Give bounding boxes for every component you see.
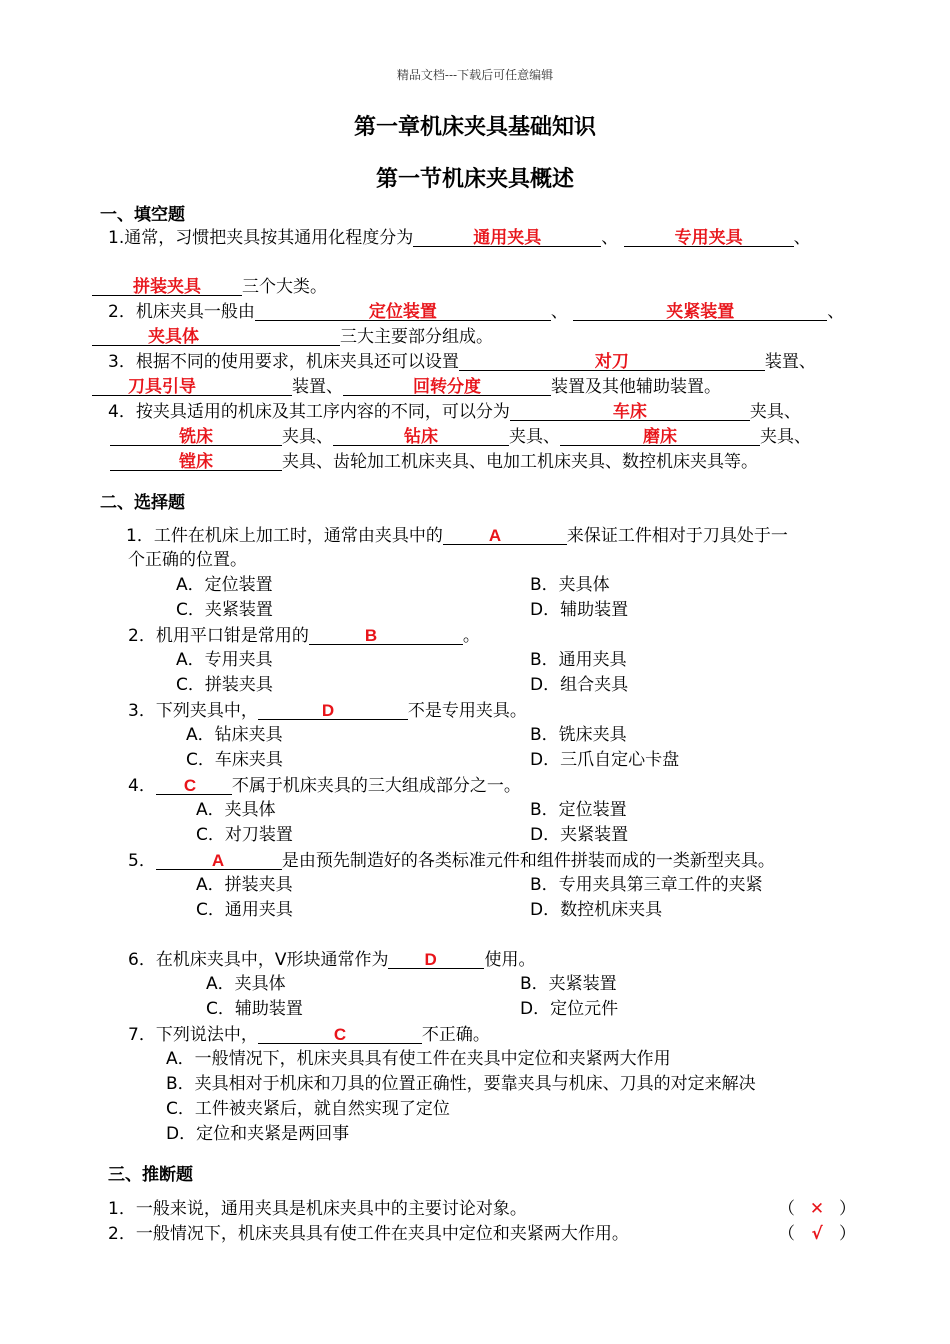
choice-q3-option-d: D．三爪自定心卡盘 (530, 750, 680, 770)
choice-q4-option-d: D．夹紧装置 (530, 825, 629, 845)
check-mark-icon: √ (811, 1224, 823, 1244)
choice-q5-option-b: B．专用夹具第三章工件的夹紧 (530, 875, 763, 895)
fill-q3-answer3: 回转分度 (413, 377, 481, 396)
bracket-open: （ (778, 1224, 795, 1244)
fill-q4-text2: 夹具、 (749, 402, 801, 422)
choice-q2-option-b: B．通用夹具 (530, 650, 627, 670)
choice-q3-text: 3．下列夹具中， (128, 701, 258, 721)
choice-q1-line1 (126, 523, 788, 549)
choice-heading: 二、选择题 (100, 493, 185, 513)
choice-q7-tail: 不正确。 (421, 1025, 490, 1045)
fill-q3-answer2: 刀具引导 (128, 377, 196, 396)
fill-q4-answer2: 铣床 (179, 427, 213, 446)
choice-q5-tail: 是由预先制造好的各类标准元件和组件拼装而成的一类新型夹具。 (281, 851, 775, 871)
fill-q2-tail: 三大主要部分组成。 (340, 327, 493, 347)
separator: 、 (793, 228, 811, 248)
bracket-open: （ (778, 1199, 795, 1219)
choice-q4 (128, 773, 521, 799)
fill-q2-text: 2．机床夹具一般由 (108, 302, 255, 322)
choice-q7-blank (258, 1022, 422, 1044)
choice-q6-blank (388, 947, 484, 969)
separator: 、 (601, 228, 619, 248)
choice-q5-blank (156, 848, 282, 870)
choice-q4-option-c: C．对刀装置 (196, 825, 293, 845)
fill-q1-blank3 (92, 274, 242, 296)
fill-q1-tail: 三个大类。 (242, 277, 327, 297)
choice-q4-text: 4． (128, 776, 156, 796)
fill-q3-blank3 (343, 374, 551, 396)
fill-q4-text3: 夹具、 (282, 427, 333, 447)
judge-heading: 三、推断题 (108, 1165, 193, 1185)
choice-q1-text: 1．工件在机床上加工时，通常由夹具中的 (126, 526, 443, 546)
fill-q1-answer3: 拼装夹具 (133, 277, 201, 296)
fill-q2-answer2: 夹紧装置 (666, 302, 735, 321)
fill-q1-answer1: 通用夹具 (473, 228, 542, 247)
fill-q4-blank1 (510, 399, 750, 421)
fill-q3-text: 3．根据不同的使用要求，机床夹具还可以设置 (108, 352, 459, 372)
fill-q3-text3: 装置、 (292, 377, 343, 397)
fill-q3-line2 (92, 374, 721, 400)
choice-q3 (128, 698, 527, 724)
separator: 、 (827, 302, 845, 322)
choice-q3-option-c: C．车床夹具 (186, 750, 283, 770)
choice-q3-tail: 不是专用夹具。 (407, 701, 527, 721)
choice-q7 (128, 1022, 490, 1048)
choice-q6-option-c: C．辅助装置 (206, 999, 303, 1019)
bracket-close: ） (839, 1224, 856, 1244)
fill-q3-line1 (108, 349, 816, 375)
choice-q1-option-a: A．定位装置 (176, 575, 273, 595)
choice-q6-text: 6．在机床夹具中，V形块通常作为 (128, 950, 389, 970)
fill-heading: 一、填空题 (100, 205, 185, 225)
choice-q6-answer: D (424, 950, 437, 969)
choice-q3-blank (258, 698, 408, 720)
choice-q4-tail: 不属于机床夹具的三大组成部分之一。 (231, 776, 521, 796)
choice-q2 (128, 623, 480, 649)
choice-q3-option-a: A．钻床夹具 (186, 725, 283, 745)
choice-q7-option-b: B．夹具相对于机床和刀具的位置正确性，要靠夹具与机床、刀具的对定来解决 (166, 1074, 756, 1094)
choice-q4-answer: C (183, 776, 197, 795)
choice-q2-option-d: D．组合夹具 (530, 675, 629, 695)
choice-q2-option-c: C．拼装夹具 (176, 675, 273, 695)
choice-q4-blank (156, 773, 232, 795)
choice-q6 (128, 947, 535, 973)
fill-q3-answer1: 对刀 (594, 352, 629, 371)
fill-q2-blank1 (255, 299, 551, 321)
choice-q3-option-b: B．铣床夹具 (530, 725, 627, 745)
bracket-close: ） (839, 1199, 856, 1219)
choice-q5-option-a: A．拼装夹具 (196, 875, 293, 895)
choice-q7-option-a: A．一般情况下，机床夹具具有使工件在夹具中定位和夹紧两大作用 (166, 1049, 671, 1069)
choice-q6-tail: 使用。 (484, 950, 536, 970)
fill-q4-blank2 (110, 424, 282, 446)
fill-q4-line2 (110, 424, 811, 450)
choice-q7-answer: C (333, 1025, 347, 1044)
choice-q1-option-c: C．夹紧装置 (176, 600, 273, 620)
choice-q2-text: 2．机用平口钳是常用的 (128, 626, 309, 646)
choice-q6-option-a: A．夹具体 (206, 974, 286, 994)
fill-q4-text4: 夹具、 (509, 427, 560, 447)
fill-q4-answer1: 车床 (612, 402, 647, 421)
choice-q4-option-b: B．定位装置 (530, 800, 627, 820)
fill-q3-tail: 装置及其他辅助装置。 (551, 377, 721, 397)
fill-q1-blank2 (624, 225, 794, 247)
fill-q4-text5: 夹具、 (760, 427, 811, 447)
judge-q2-text: 2．一般情况下，机床夹具具有使工件在夹具中定位和夹紧两大作用。 (108, 1224, 629, 1244)
cross-mark-icon: ✕ (809, 1199, 825, 1219)
choice-q7-option-c: C．工件被夹紧后，就自然实现了定位 (166, 1099, 450, 1119)
fill-q4-blank4 (560, 424, 760, 446)
choice-q1-blank (443, 523, 567, 545)
choice-q6-option-b: B．夹紧装置 (520, 974, 617, 994)
fill-q4-answer4: 磨床 (643, 427, 677, 446)
choice-q5 (128, 848, 775, 874)
choice-q2-tail: 。 (462, 626, 480, 646)
fill-q2-line1 (108, 299, 844, 325)
choice-q5-text: 5． (128, 851, 156, 871)
fill-q4-tail: 夹具、齿轮加工机床夹具、电加工机床夹具、数控机床夹具等。 (282, 452, 758, 472)
judge-q1-text: 1．一般来说，通用夹具是机床夹具中的主要讨论对象。 (108, 1199, 527, 1219)
fill-q1-line1 (108, 225, 811, 251)
fill-q1-blank1 (413, 225, 601, 247)
fill-q2-line2 (92, 324, 493, 350)
choice-q7-option-d: D．定位和夹紧是两回事 (166, 1124, 350, 1144)
separator: 、 (550, 302, 568, 322)
choice-q1-answer: A (488, 526, 502, 545)
fill-q2-blank3 (92, 324, 340, 346)
choice-q2-answer: B (364, 626, 378, 645)
choice-q1-option-b: B．夹具体 (530, 575, 610, 595)
fill-q3-text2: 装置、 (764, 352, 816, 372)
choice-q7-text: 7．下列说法中， (128, 1025, 258, 1045)
chapter-title: 第一章机床夹具基础知识 (353, 115, 596, 140)
choice-q1-option-d: D．辅助装置 (530, 600, 629, 620)
choice-q5-option-c: C．通用夹具 (196, 900, 293, 920)
choice-q6-option-d: D．定位元件 (520, 999, 619, 1019)
fill-q4-text: 4．按夹具适用的机床及其工序内容的不同，可以分为 (108, 402, 510, 422)
fill-q4-answer5: 镗床 (179, 452, 213, 471)
fill-q4-line3 (110, 449, 758, 475)
judge-q1-answer-box (778, 1197, 856, 1222)
choice-q2-blank (309, 623, 463, 645)
fill-q4-blank3 (333, 424, 509, 446)
choice-q2-option-a: A．专用夹具 (176, 650, 273, 670)
fill-q2-blank2 (573, 299, 827, 321)
fill-q4-answer3: 钻床 (404, 427, 438, 446)
choice-q3-answer: D (321, 701, 335, 720)
judge-q2-answer-box (778, 1222, 856, 1247)
fill-q1-answer2: 专用夹具 (674, 228, 743, 247)
fill-q4-line1 (108, 399, 801, 425)
choice-q5-option-d: D．数控机床夹具 (530, 900, 663, 920)
choice-q1-text2: 来保证工件相对于刀具处于一 (566, 526, 788, 546)
fill-q3-blank1 (459, 349, 765, 371)
fill-q3-blank2 (92, 374, 292, 396)
choice-q5-answer: A (211, 851, 225, 870)
page-header: 精品文档---下载后可任意编辑 (396, 68, 554, 82)
fill-q2-answer3: 夹具体 (148, 327, 199, 346)
section-title: 第一节机床夹具概述 (375, 167, 574, 192)
fill-q1-line2 (92, 274, 327, 300)
choice-q4-option-a: A．夹具体 (196, 800, 276, 820)
fill-q2-answer1: 定位装置 (368, 302, 437, 321)
choice-q1-line2: 个正确的位置。 (128, 550, 247, 570)
fill-q1-text: 1.通常，习惯把夹具按其通用化程度分为 (108, 228, 414, 248)
fill-q4-blank5 (110, 449, 282, 471)
